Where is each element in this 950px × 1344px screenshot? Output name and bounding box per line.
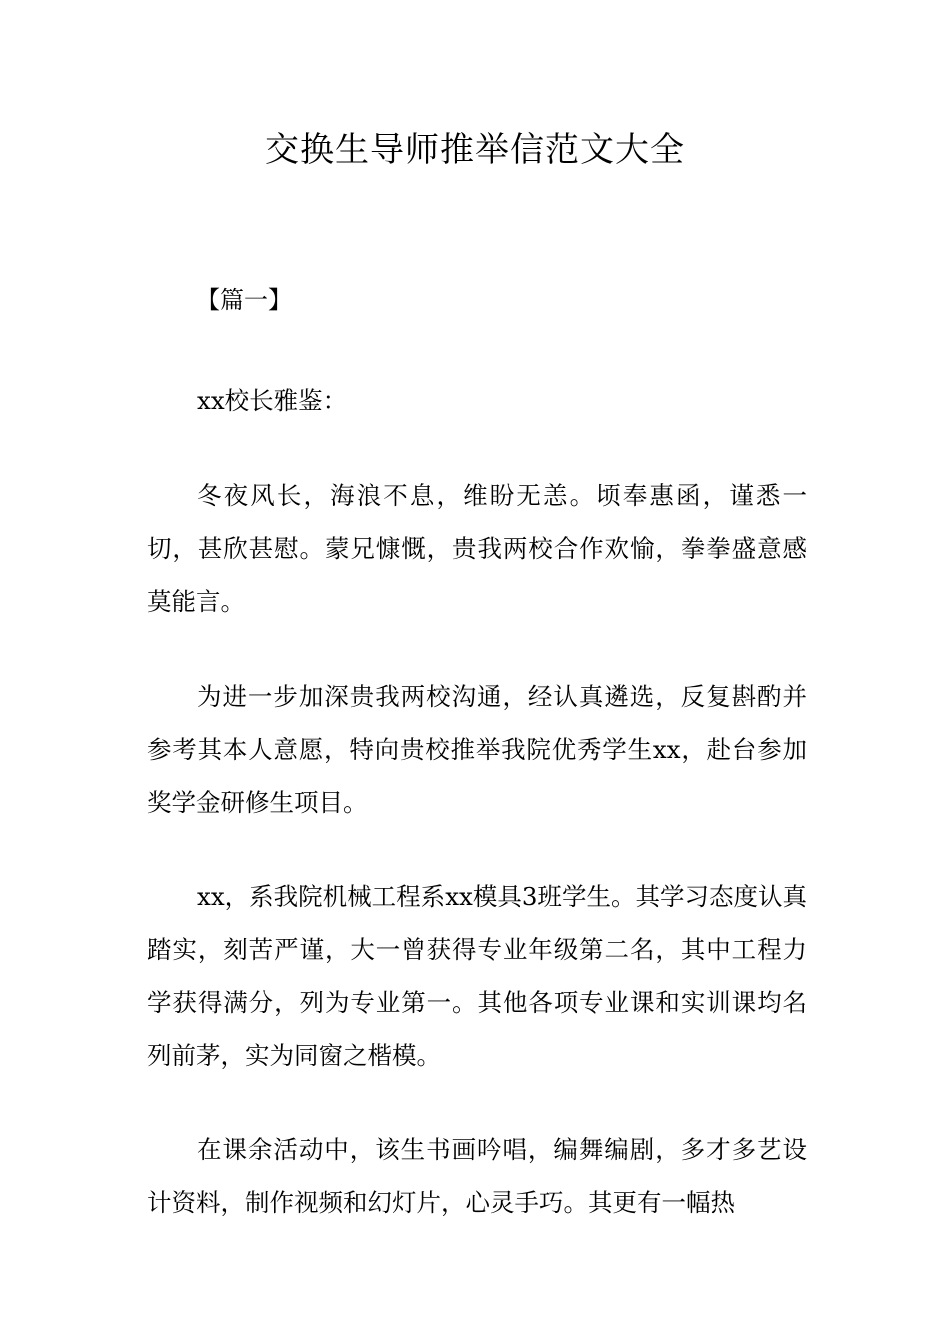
document-title: 交换生导师推举信范文大全 [265,130,685,170]
paragraph-2: 为进一步加深贵我两校沟通，经认真遴选，反复斟酌并参考其本人意愿，特向贵校推举我院优秀学生xx，赴台参加奖学金研修生项目。 [147,682,807,817]
paragraph-1: 冬夜风长，海浪不息，维盼无恙。顷奉惠函，谨悉一切，甚欣甚慰。蒙兄慷慨，贵我两校合作欢愉，拳拳盛意感莫能言。 [147,481,807,616]
paragraph-4: 在课余活动中，该生书画吟唱，编舞编剧，多才多艺设计资料，制作视频和幻灯片，心灵手巧。其更有一幅热 [147,1135,807,1217]
salutation: xx校长雅鉴： [197,386,348,415]
paragraph-3: xx，系我院机械工程系xx模具3班学生。其学习态度认真踏实，刻苦严谨，大一曾获得专业年级第二名，其中工程力学获得满分，列为专业第一。其他各项专业课和实训课均名列前茅，实为同窗之楷模。 [147,882,807,1070]
section-label: 【篇一】 [196,286,292,314]
